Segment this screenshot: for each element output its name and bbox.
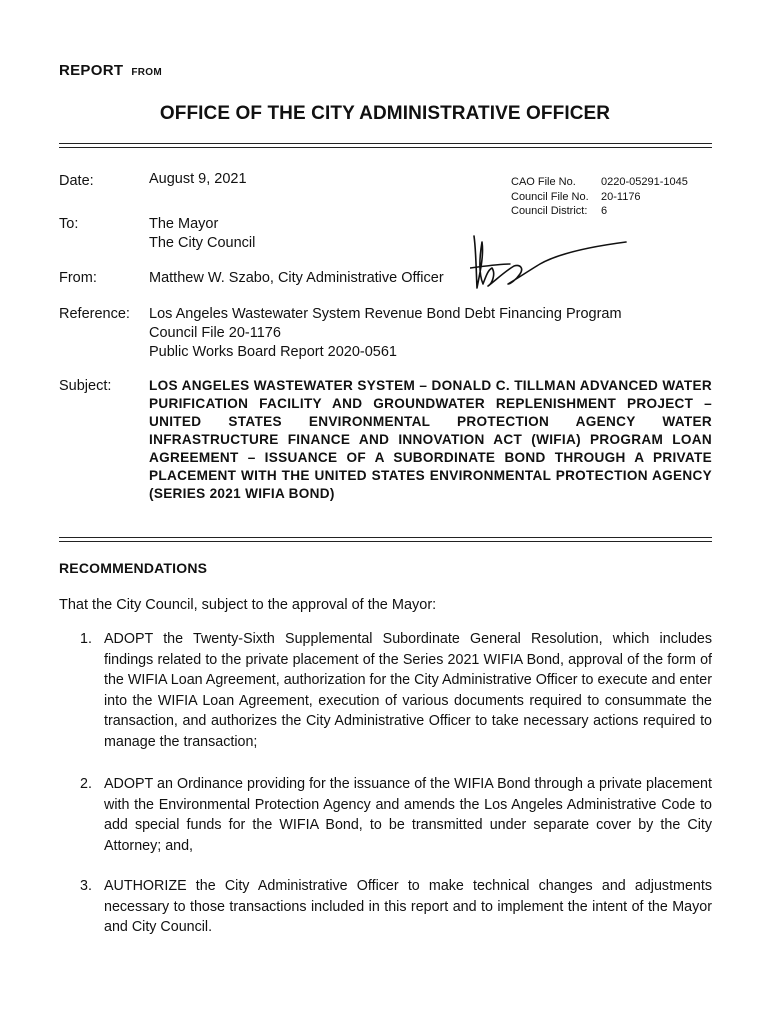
from-label: FROM xyxy=(131,67,162,78)
recommendation-item xyxy=(80,876,712,938)
from-field-label: From: xyxy=(59,270,97,286)
reference-item: Council File 20-1176 xyxy=(149,325,281,341)
recommendations-intro: That the City Council, subject to the approval of the Mayor: xyxy=(59,597,437,613)
recipient: The City Council xyxy=(149,235,256,251)
office-title: OFFICE OF THE CITY ADMINISTRATIVE OFFICER xyxy=(159,103,611,124)
item-number: 3. xyxy=(80,878,92,894)
council-file-number: 20-1176 xyxy=(601,190,641,203)
date-label: Date: xyxy=(59,173,94,189)
recommendation-item xyxy=(80,629,712,752)
recipient: The Mayor xyxy=(149,216,219,232)
file-info-table xyxy=(511,175,688,219)
recommendations-title: RECOMMENDATIONS xyxy=(59,560,208,576)
reference-item: Public Works Board Report 2020-0561 xyxy=(149,344,397,360)
item-text: ADOPT the Twenty-Sixth Supplemental Subordinate General Resolution, which includes findings related to the private placement of the Series 2021 WIFIA Bond, approval of the form of the WIFIA Loan Agreement, authorization for the City Administrative Officer to execute and enter into the WIFIA Loan Agreement, execution of various documents required to consummate the transaction, and authorizes the City Administrative Officer to take necessary actions required to manage the transaction; xyxy=(104,631,712,750)
subject-divider-top xyxy=(59,537,712,538)
memo-from: Matthew W. Szabo, City Administrative Officer xyxy=(149,270,444,286)
to-recipients xyxy=(149,215,255,253)
cao-file-number: 0220-05291-1045 xyxy=(601,176,688,188)
council-district-label: Council District: xyxy=(511,205,588,217)
header-divider-top xyxy=(59,143,712,144)
subject-divider-bottom xyxy=(59,541,712,542)
council-district: 6 xyxy=(601,205,608,217)
reference-label: Reference: xyxy=(59,306,130,322)
report-header xyxy=(59,62,162,79)
item-number: 2. xyxy=(80,776,92,792)
recommendation-item xyxy=(80,774,712,856)
header-divider-bottom xyxy=(59,147,712,148)
subject-label: Subject: xyxy=(59,378,112,394)
memo-date: August 9, 2021 xyxy=(149,171,247,187)
to-label: To: xyxy=(59,216,79,232)
reference-list xyxy=(149,305,622,362)
memo-subject: LOS ANGELES WASTEWATER SYSTEM – DONALD C. TILLMAN ADVANCED WATER PURIFICATION FACILITY AND GROUNDWATER REPLENISHMENT PROJECT – UNITED STATES ENVIRONMENTAL PROTECTION AGENCY WATER INFRASTRUCTURE FINANCE AND INNOVATION ACT (WIFIA) PROGRAM LOAN AGREEMENT – ISSUANCE OF A SUBORDINATE BOND THROUGH A PRIVATE PLACEMENT WITH THE UNITED STATES ENVIRONMENTAL PROTECTION AGENCY (SERIES 2021 WIFIA BOND) xyxy=(149,378,712,501)
cao-file-label: CAO File No. xyxy=(511,176,576,188)
reference-item: Los Angeles Wastewater System Revenue Bond Debt Financing Program xyxy=(149,306,622,322)
signature-image xyxy=(470,234,630,292)
report-label: REPORT xyxy=(59,62,124,79)
item-number: 1. xyxy=(80,631,92,647)
council-file-label: Council File No. xyxy=(511,190,589,203)
item-text: ADOPT an Ordinance providing for the issuance of the WIFIA Bond through a private placement with the Environmental Protection Agency and amends the Los Angeles Administrative Code to add special funds for the WIFIA Bond, to be transmitted under separate cover by the City Attorney; and, xyxy=(104,776,712,854)
item-text: AUTHORIZE the City Administrative Officer to make technical changes and adjustments necessary to those transactions included in this report and to implement the intent of the Mayor and City Council. xyxy=(104,878,712,935)
